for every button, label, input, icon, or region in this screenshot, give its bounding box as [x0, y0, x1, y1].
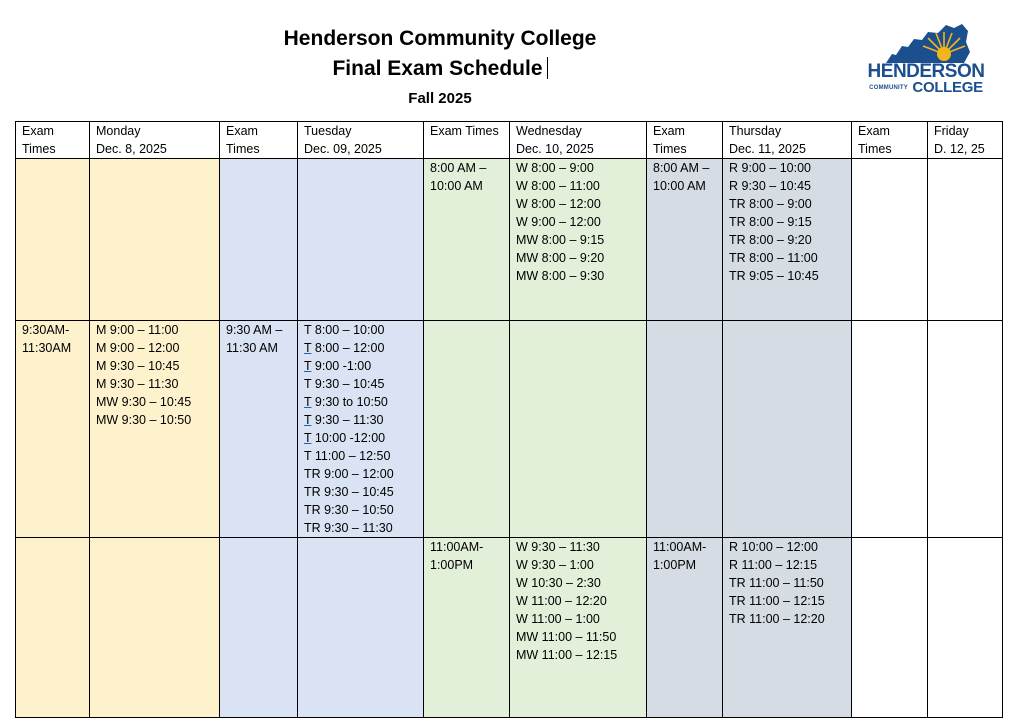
- header-cell: [510, 122, 647, 159]
- header-line: Wednesday: [516, 124, 582, 138]
- schedule-line: T 8:00 – 10:00: [304, 323, 385, 337]
- header-line: Friday: [934, 124, 969, 138]
- header-cell: [90, 122, 220, 159]
- header-line: Times: [226, 142, 260, 156]
- schedule-line: W 9:30 – 1:00: [516, 558, 594, 572]
- schedule-line: MW 9:30 – 10:45: [96, 395, 192, 409]
- exam-time-cell: [16, 538, 90, 718]
- schedule-line: W 9:00 – 12:00: [516, 215, 601, 229]
- schedule-line: W 11:00 – 1:00: [516, 612, 600, 626]
- schedule-line: T 9:00 -1:00: [304, 359, 372, 373]
- header-cell: [220, 122, 298, 159]
- logo-college-text: COLLEGE: [912, 79, 983, 96]
- class-time-cell: [723, 159, 852, 321]
- schedule-line: TR 11:00 – 11:50: [729, 576, 824, 590]
- schedule-row: [16, 538, 1003, 718]
- exam-schedule-table: [15, 121, 1003, 718]
- schedule-line: 8:00 AM –: [430, 161, 487, 175]
- exam-time-cell: [424, 321, 510, 538]
- schedule-line: TR 11:00 – 12:15: [729, 594, 825, 608]
- class-time-cell: [90, 159, 220, 321]
- schedule-line: R 9:30 – 10:45: [729, 179, 812, 193]
- header-cell: [723, 122, 852, 159]
- schedule-line: T 9:30 – 10:45: [304, 377, 385, 391]
- class-time-cell: [723, 538, 852, 718]
- class-time-cell: [510, 538, 647, 718]
- exam-time-cell: [220, 159, 298, 321]
- schedule-line: 11:00AM-: [430, 540, 484, 554]
- schedule-line: T 8:00 – 12:00: [304, 341, 385, 355]
- class-time-cell: [90, 321, 220, 538]
- class-time-cell: [298, 159, 424, 321]
- schedule-line: MW 8:00 – 9:30: [516, 269, 605, 283]
- class-time-cell: [90, 538, 220, 718]
- header-line: Exam: [858, 124, 890, 138]
- subtitle-text: Final Exam Schedule: [332, 57, 543, 80]
- schedule-line: 8:00 AM –: [653, 161, 710, 175]
- schedule-line: 10:00 AM: [653, 179, 706, 193]
- schedule-line: 11:30 AM: [226, 341, 278, 355]
- schedule-line: M 9:00 – 11:00: [96, 323, 179, 337]
- header-line: Exam: [22, 124, 54, 138]
- class-time-cell: [928, 538, 1003, 718]
- schedule-line: W 10:30 – 2:30: [516, 576, 601, 590]
- schedule-line: M 9:30 – 10:45: [96, 359, 180, 373]
- header-line: Times: [22, 142, 56, 156]
- exam-time-cell: [424, 159, 510, 321]
- header-cell: [16, 122, 90, 159]
- schedule-line: TR 9:05 – 10:45: [729, 269, 819, 283]
- schedule-line: T 9:30 – 11:30: [304, 413, 384, 427]
- schedule-line: W 11:00 – 12:20: [516, 594, 607, 608]
- schedule-row: [16, 159, 1003, 321]
- schedule-row: [16, 321, 1003, 538]
- logo-wordmark: HENDERSON: [867, 61, 985, 82]
- schedule-line: TR 8:00 – 9:15: [729, 215, 812, 229]
- college-logo: [864, 22, 988, 96]
- header-line: Dec. 09, 2025: [304, 142, 382, 156]
- schedule-line: MW 11:00 – 11:50: [516, 630, 617, 644]
- exam-time-cell: [16, 321, 90, 538]
- schedule-line: TR 11:00 – 12:20: [729, 612, 825, 626]
- class-time-cell: [298, 538, 424, 718]
- schedule-line: TR 9:30 – 10:50: [304, 503, 394, 517]
- header-line: Times: [653, 142, 687, 156]
- header-line: Dec. 8, 2025: [96, 142, 167, 156]
- header-line: Dec. 10, 2025: [516, 142, 594, 156]
- header-line: Thursday: [729, 124, 782, 138]
- exam-time-cell: [852, 159, 928, 321]
- document-title: Henderson Community College: [283, 27, 597, 50]
- schedule-line: 9:30 AM –: [226, 323, 283, 337]
- schedule-line: 1:00PM: [430, 558, 474, 572]
- exam-time-cell: [16, 159, 90, 321]
- header-row: [16, 122, 1003, 159]
- schedule-line: 1:00PM: [653, 558, 697, 572]
- schedule-line: TR 8:00 – 9:00: [729, 197, 812, 211]
- exam-time-cell: [220, 538, 298, 718]
- header-cell: [424, 122, 510, 159]
- class-time-cell: [510, 159, 647, 321]
- schedule-line: T 11:00 – 12:50: [304, 449, 391, 463]
- class-time-cell: [510, 321, 647, 538]
- exam-time-cell: [647, 159, 723, 321]
- header-cell: [647, 122, 723, 159]
- schedule-line: TR 8:00 – 11:00: [729, 251, 818, 265]
- header-line: D. 12, 25: [934, 142, 985, 156]
- schedule-line: M 9:30 – 11:30: [96, 377, 179, 391]
- document-subtitle: [240, 54, 640, 84]
- schedule-line: R 9:00 – 10:00: [729, 161, 812, 175]
- header-cell: [852, 122, 928, 159]
- schedule-line: TR 8:00 – 9:20: [729, 233, 812, 247]
- header-line: Exam: [653, 124, 685, 138]
- schedule-line: TR 9:30 – 11:30: [304, 521, 393, 535]
- header-line: Tuesday: [304, 124, 352, 138]
- schedule-line: M 9:00 – 12:00: [96, 341, 180, 355]
- exam-time-cell: [852, 321, 928, 538]
- schedule-line: 11:30AM: [22, 341, 72, 355]
- logo-subline: [864, 80, 988, 96]
- header-line: Dec. 11, 2025: [729, 142, 806, 156]
- text-cursor: [547, 57, 548, 79]
- schedule-line: W 8:00 – 9:00: [516, 161, 594, 175]
- exam-time-cell: [647, 538, 723, 718]
- schedule-line: MW 8:00 – 9:20: [516, 251, 605, 265]
- exam-time-cell: [852, 538, 928, 718]
- schedule-line: R 11:00 – 12:15: [729, 558, 818, 572]
- class-time-cell: [298, 321, 424, 538]
- schedule-line: T 10:00 -12:00: [304, 431, 386, 445]
- title-block: [240, 24, 640, 112]
- header-line: Exam Times: [430, 124, 499, 138]
- term-label: Fall 2025: [408, 90, 472, 107]
- header-cell: [928, 122, 1003, 159]
- schedule-line: T 9:30 to 10:50: [304, 395, 388, 409]
- schedule-line: 10:00 AM: [430, 179, 483, 193]
- schedule-line: W 9:30 – 11:30: [516, 540, 600, 554]
- header-line: Times: [858, 142, 892, 156]
- header-cell: [298, 122, 424, 159]
- schedule-line: TR 9:00 – 12:00: [304, 467, 394, 481]
- schedule-line: 11:00AM-: [653, 540, 707, 554]
- class-time-cell: [723, 321, 852, 538]
- schedule-line: MW 9:30 – 10:50: [96, 413, 192, 427]
- class-time-cell: [928, 159, 1003, 321]
- schedule-line: MW 8:00 – 9:15: [516, 233, 605, 247]
- exam-time-cell: [424, 538, 510, 718]
- schedule-line: W 8:00 – 12:00: [516, 197, 601, 211]
- header-line: Exam: [226, 124, 258, 138]
- exam-time-cell: [647, 321, 723, 538]
- header-line: Monday: [96, 124, 141, 138]
- schedule-line: TR 9:30 – 10:45: [304, 485, 394, 499]
- schedule-line: 9:30AM-: [22, 323, 70, 337]
- exam-time-cell: [220, 321, 298, 538]
- logo-community-text: COMMUNITY: [869, 85, 908, 91]
- kentucky-sunburst-icon: [880, 22, 972, 64]
- schedule-line: R 10:00 – 12:00: [729, 540, 818, 554]
- schedule-line: W 8:00 – 11:00: [516, 179, 600, 193]
- schedule-line: MW 11:00 – 12:15: [516, 648, 618, 662]
- class-time-cell: [928, 321, 1003, 538]
